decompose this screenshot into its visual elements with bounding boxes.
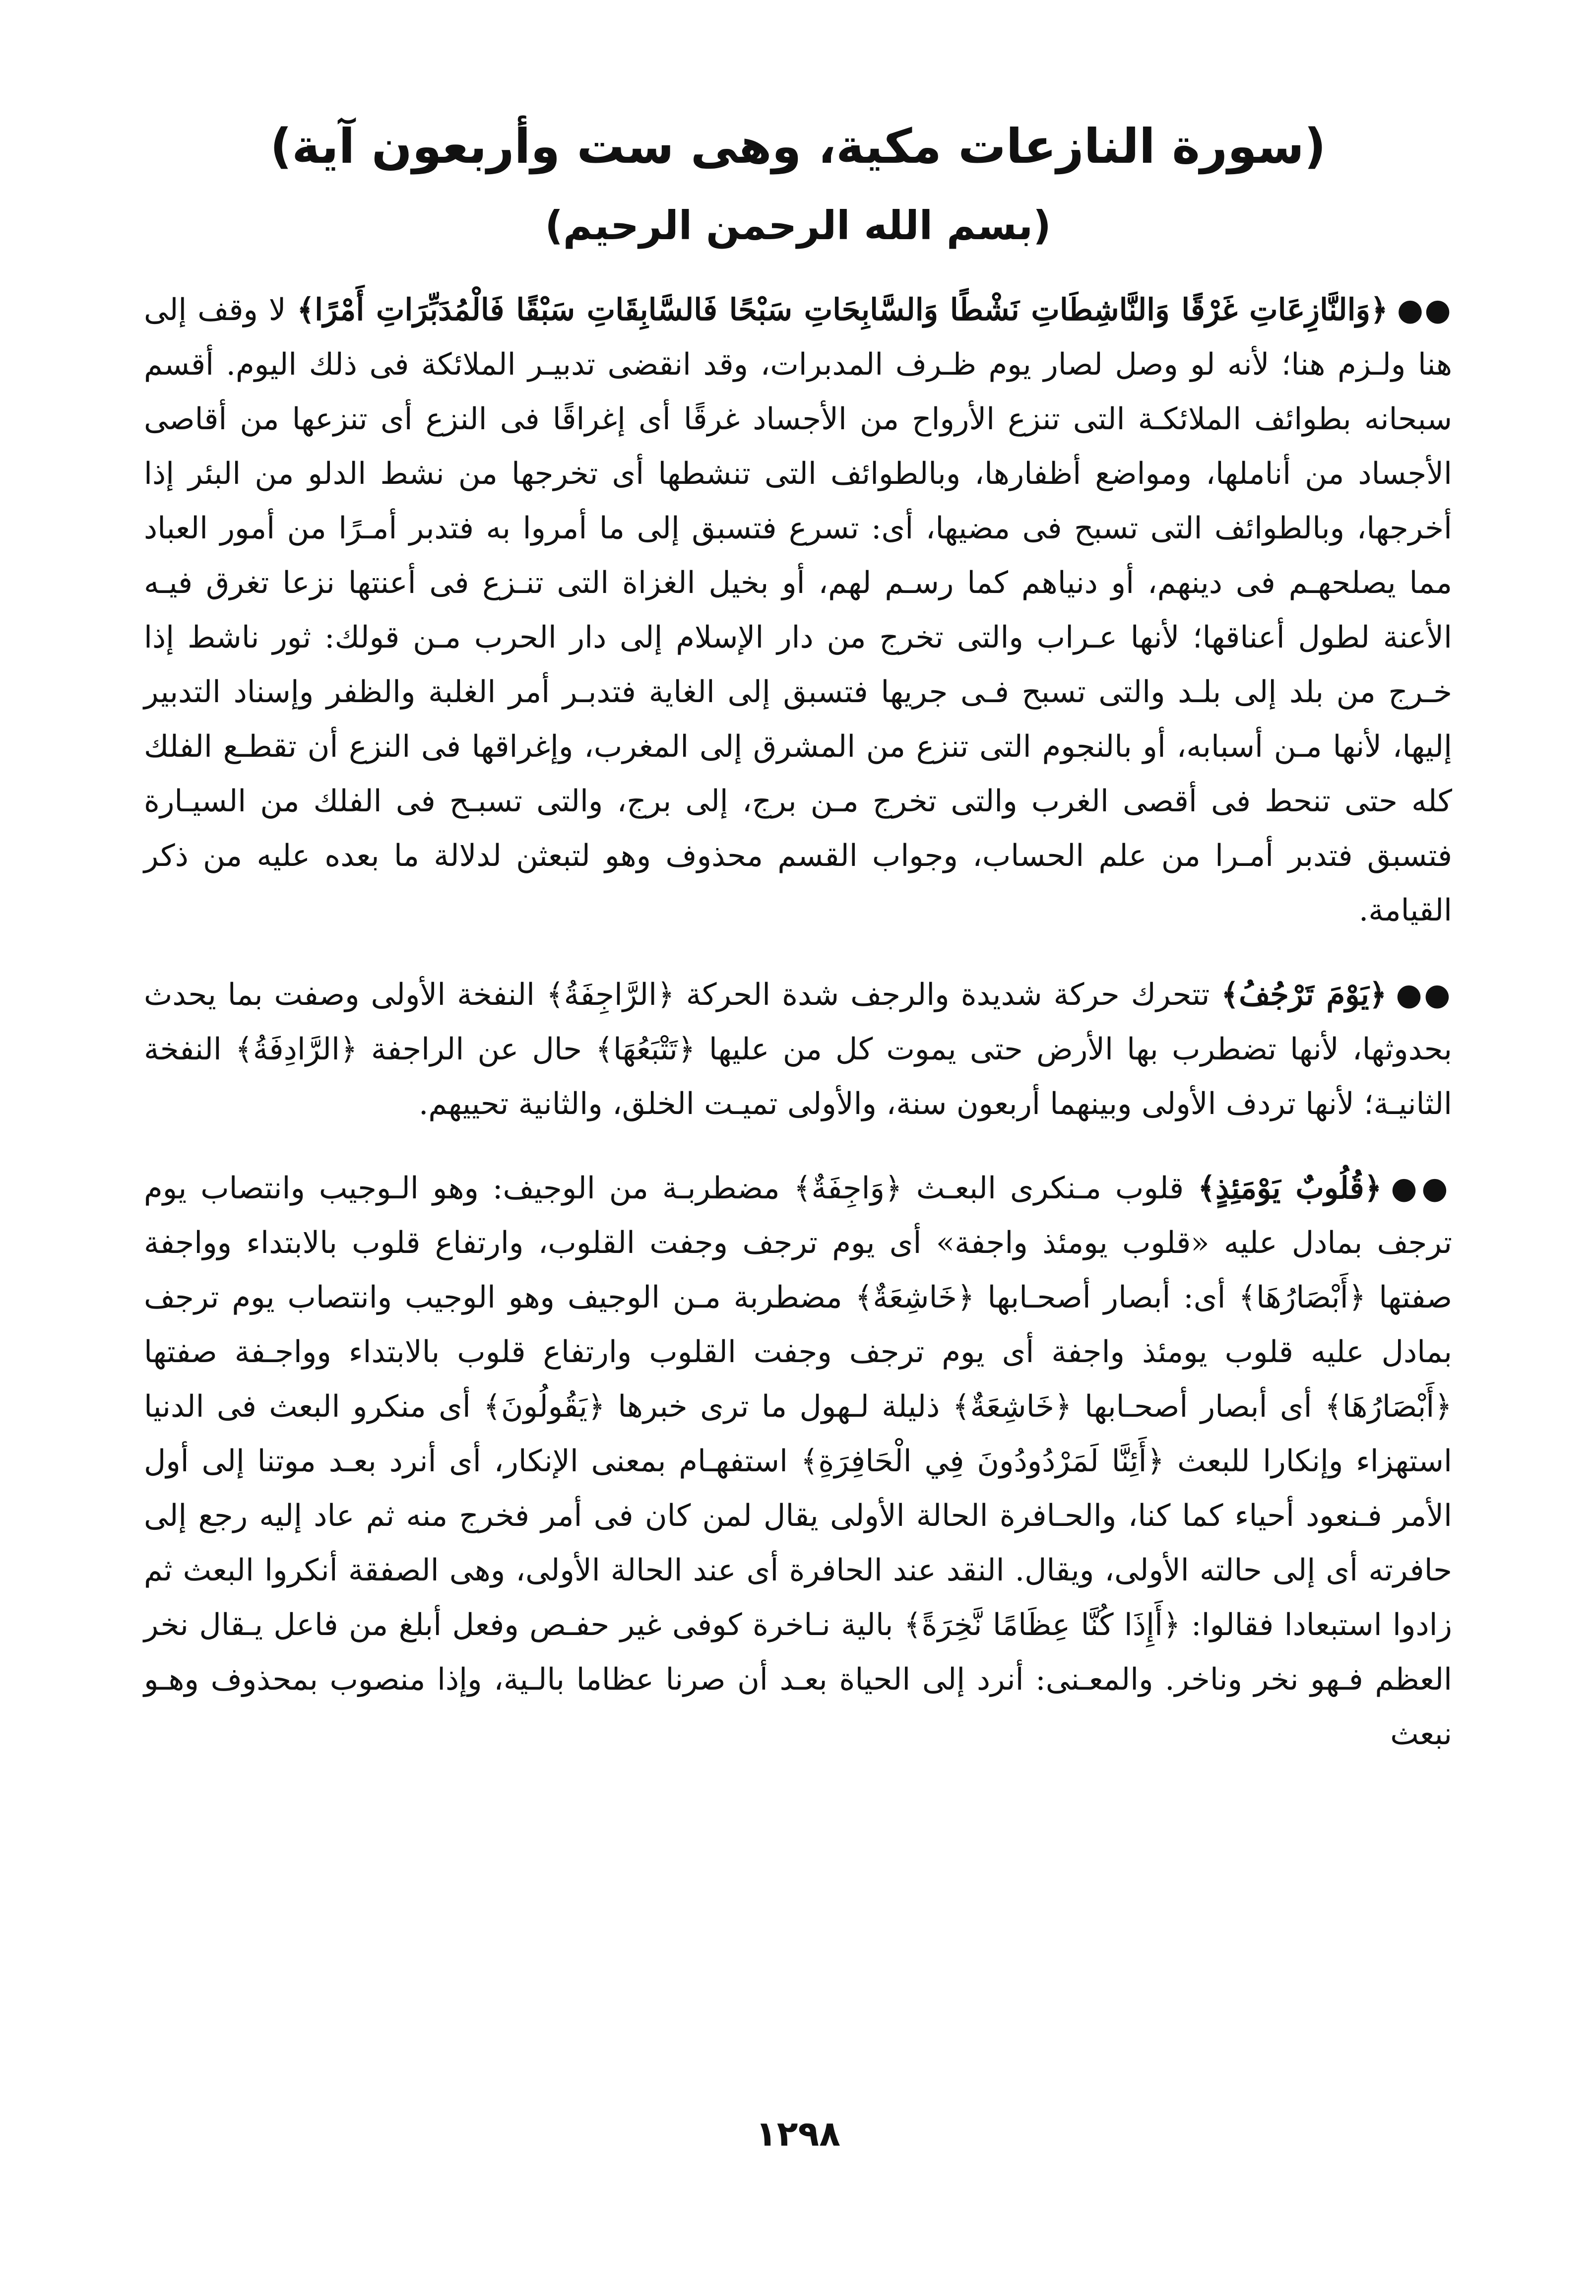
paragraph-marker: ●● (1397, 292, 1453, 328)
paragraph-1 (144, 283, 1452, 938)
paragraph-marker: ●● (1391, 1171, 1453, 1206)
page-number: ١٢٩٨ (756, 2113, 840, 2154)
paragraph-2 (144, 968, 1452, 1131)
paragraph-3 (144, 1161, 1452, 1762)
surah-title: (سورة النازعات مكية، وهى ست وأربعون آية) (270, 119, 1326, 174)
commentary-text: قلوب مـنكرى البعـث ﴿وَاجِفَةٌ﴾ مضطربـة من الوجيف: وهو الـوجيب وانتصاب يوم ترجف بمادل عليه «قلوب يومئذ واجفة» أى يوم ترجف وجفت القلوب، وارتفاع قلوب بالابتداء وواجفة صفتها ﴿أَبْصَارُهَا﴾ أى: أبصار أصحـابها ﴿خَاشِعَةٌ﴾ مضطربة مـن الوجيف وهو الوجيب وانتصاب يوم ترجف بمادل عليه قلوب يومئذ واجفة أى يوم ترجف وجفت القلوب وارتفاع قلوب بالابتداء وواجـفة صفتها ﴿أَبْصَارُهَا﴾ أى أبصار أصحـابها ﴿خَاشِعَةٌ﴾ ذليلة لـهول ما ترى خبرها ﴿يَقُولُونَ﴾ أى منكرو البعث فى الدنيا استهزاء وإنكارا للبعث ﴿أَئِنَّا لَمَرْدُودُونَ فِي الْحَافِرَةِ﴾ استفهـام بمعنى الإنكار، أى أنرد بعـد موتنا إلى أول الأمر فـنعود أحياء كما كنا، والحـافرة الحالة الأولى يقال لمن كان فى أمر فخرج منه ثم عاد إليه رجع إلى حافرته أى إلى حالته الأولى، ويقال. النقد عند الحافرة أى عند الحالة الأولى، وهى الصفقة أنكروا البعث ثم زادوا استبعادا فقالوا: ﴿أَإِذَا كُنَّا عِظَامًا نَّخِرَةً﴾ بالية نـاخرة كوفى غير حفـص وفعل أبلغ من فاعل يـقال نخر العظم فـهو نخر وناخر. والمعـنى: أنرد إلى الحياة بعـد أن صرنا عظاما بالـية، وإذا منصوب بمحذوف وهـو نبعث (144, 1171, 1453, 1752)
commentary-text: تتحرك حركة شديدة والرجف شدة الحركة ﴿الرَّاجِفَةُ﴾ النفخة الأولى وصفت بما يحدث بحدوثها، لأنها تضطرب بها الأرض حتى يموت كل من عليها ﴿تَتْبَعُهَا﴾ حال عن الراجفة ﴿الرَّادِفَةُ﴾ النفخة الثانيـة؛ لأنها تردف الأولى وبينهما أربعون سنة، والأولى تميـت الخلق، والثانية تحييهم. (144, 977, 1452, 1121)
verse-quote: ﴿وَالنَّازِعَاتِ غَرْقًا وَالنَّاشِطَاتِ نَشْطًا وَالسَّابِحَاتِ سَبْحًا فَالسَّابِقَاتِ سَبْقًا فَالْمُدَبِّرَاتِ أَمْرًا﴾ (297, 292, 1388, 328)
basmala: (بسم الله الرحمن الرحيم) (545, 202, 1051, 249)
verse-quote: ﴿قُلُوبٌ يَوْمَئِذٍ﴾ (1198, 1171, 1382, 1206)
verse-quote: ﴿يَوْمَ تَرْجُفُ﴾ (1221, 977, 1387, 1012)
paragraph-marker: ●● (1396, 977, 1453, 1012)
commentary-text: لا وقف إلى هنا ولـزم هنا؛ لأنه لو وصل لصار يوم ظـرف المدبرات، وقد انقضى تدبيـر الملائكة فى ذلك اليوم. أقسم سبحانه بطوائف الملائكـة التى تنزع الأرواح من الأجساد غرقًا أى إغراقًا فى النزع أى تنزعها من أقاصى الأجساد من أناملها، ومواضع أظفارها، وبالطوائف التى تنشطها أى تخرجها من نشط الدلو من البئر إذا أخرجها، وبالطوائف التى تسبح فى مضيها، أى: تسرع فتسبق إلى ما أمروا به فتدبر أمـرًا من أمور العباد مما يصلحهـم فى دينهم، أو دنياهم كما رسـم لهم، أو بخيل الغزاة التى تنـزع فى أعنتها نزعا تغرق فيـه الأعنة لطول أعناقها؛ لأنها عـراب والتى تخرج من دار الإسلام إلى دار الحرب مـن قولك: ثور ناشط إذا خـرج من بلد إلى بلـد والتى تسبح فـى جريها فتسبق إلى الغاية فتدبـر أمر الغلبة والظفر وإسناد التدبير إليها، لأنها مـن أسبابه، أو بالنجوم التى تنزع من المشرق إلى المغرب، وإغراقها فى النزع أن تقطـع الفلك كله حتى تنحط فى أقصى الغرب والتى تخرج مـن برج، إلى برج، والتى تسبـح فى الفلك من السيـارة فتسبق فتدبر أمـرا من علم الحساب، وجواب القسم محذوف وهو لتبعثن لدلالة ما بعده عليه من ذكر القيامة. (144, 292, 1452, 928)
